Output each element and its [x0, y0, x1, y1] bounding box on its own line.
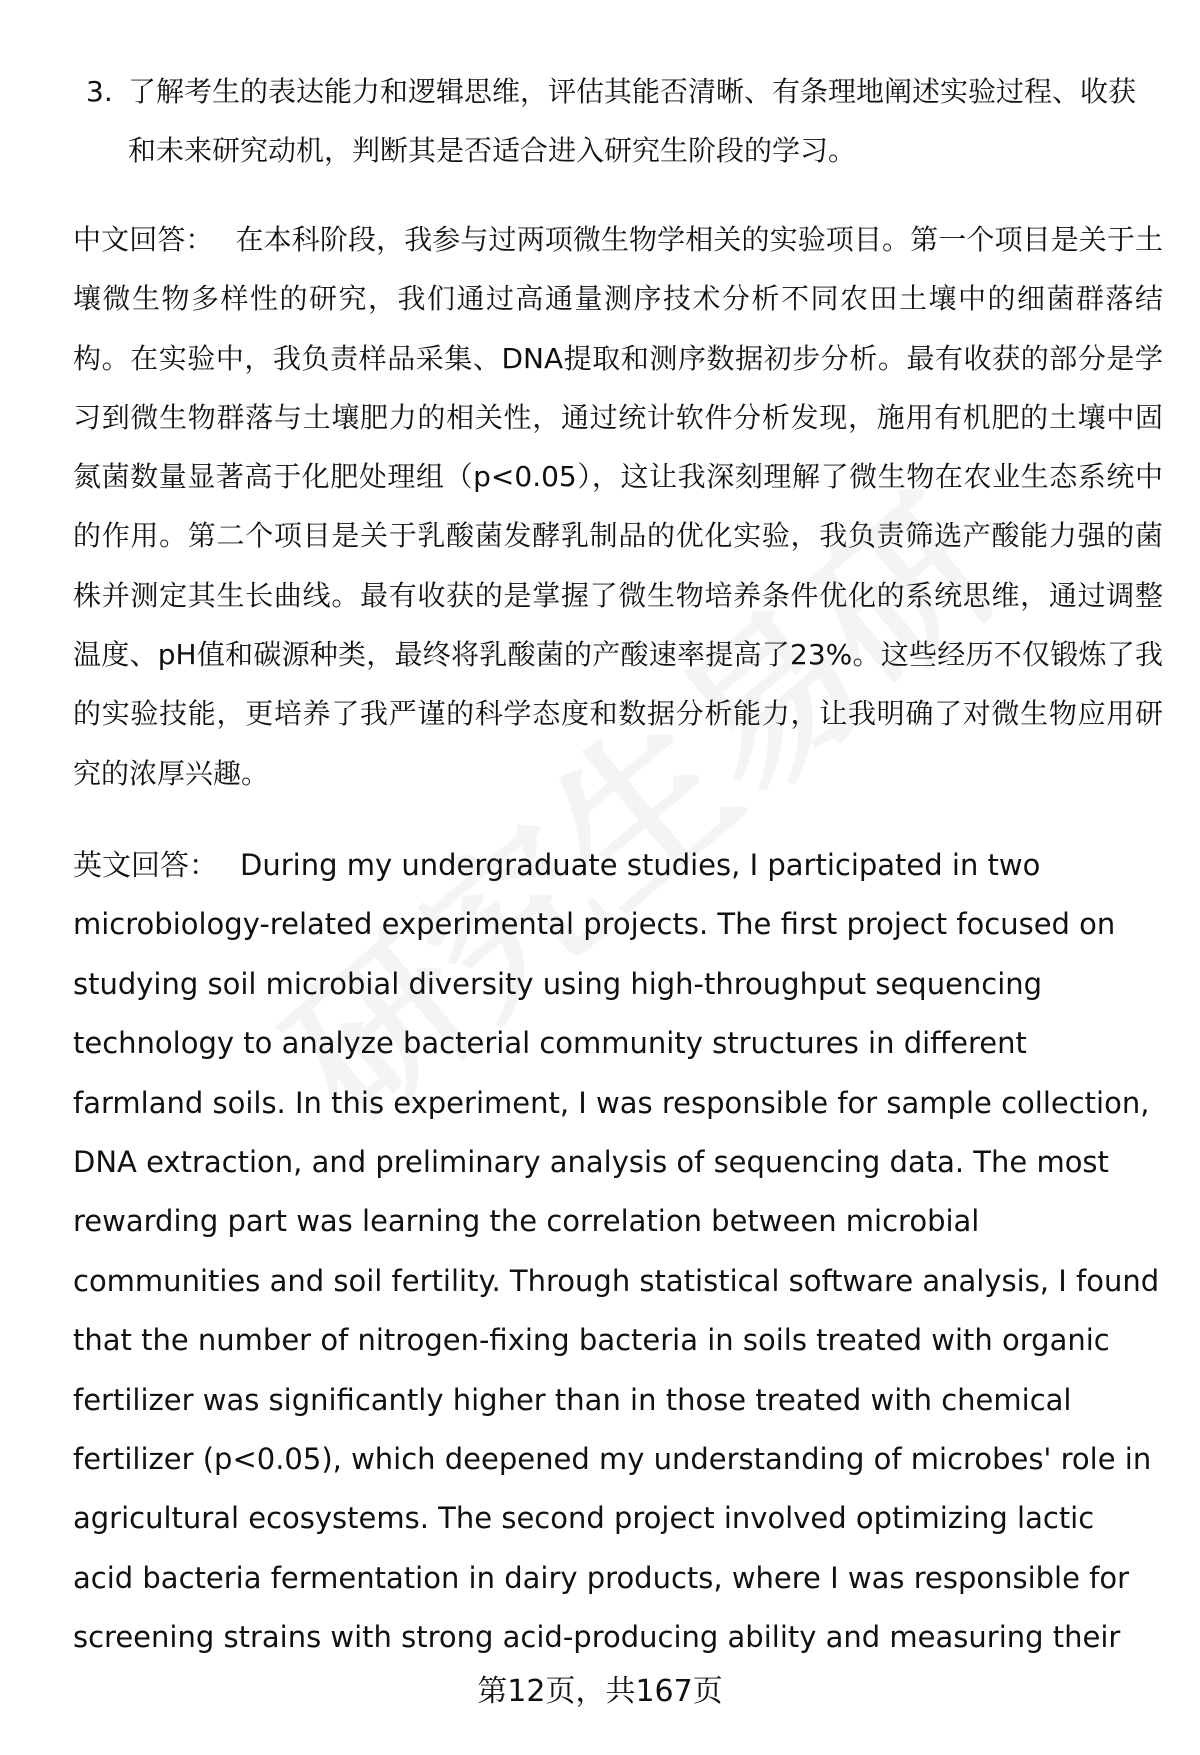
english-answer-label: 英文回答： [73, 848, 219, 882]
page-footer [0, 1672, 1200, 1712]
english-answer-paragraph [73, 836, 1163, 1668]
english-answer-text: During my undergraduate studies, I participated in two microbiology-related experimental projects. The first project focused on studying soil microbial diversity using high-throughput sequencing technology to analyze bacterial community structures in different farmland soils. In this experiment, I was responsible for sample collection, DNA extraction, and preliminary analysis of sequencing data. The most rewarding part was learning the correlation between microbial communities and soil fertility. Through statistical software analysis, I found that the number of nitrogen-fixing bacteria in soils treated with organic fertilizer was significantly higher than in those treated with chemical fertilizer (p<0.05), which deepened my understanding of microbes' role in agricultural ecosystems. The second project involved optimizing lactic acid bacteria fermentation in dairy products, where I was responsible for screening strains with strong acid-producing ability and measuring their [73, 848, 1160, 1655]
list-item-number: 3. [86, 75, 113, 108]
list-item-text: 了解考生的表达能力和逻辑思维，评估其能否清晰、有条理地阐述实验过程、收获和未来研究动机，判断其是否适合进入研究生阶段的学习。 [128, 75, 1137, 167]
chinese-answer-paragraph [73, 210, 1163, 803]
page-number: 第12页，共167页 [477, 1674, 723, 1709]
list-item-3 [86, 62, 1136, 180]
chinese-answer-label: 中文回答： [73, 223, 214, 256]
chinese-answer-text: 在本科阶段，我参与过两项微生物学相关的实验项目。第一个项目是关于土壤微生物多样性的研究，我们通过高通量测序技术分析不同农田土壤中的细菌群落结构。在实验中，我负责样品采集、DNA提取和测序数据初步分析。最有收获的部分是学习到微生物群落与土壤肥力的相关性，通过统计软件分析发现，施用有机肥的土壤中固氮菌数量显著高于化肥处理组（p<0.05），这让我深刻理解了微生物在农业生态系统中的作用。第二个项目是关于乳酸菌发酵乳制品的优化实验，我负责筛选产酸能力强的菌株并测定其生长曲线。最有收获的是掌握了微生物培养条件优化的系统思维，通过调整温度、pH值和碳源种类，最终将乳酸菌的产酸速率提高了23%。这些经历不仅锻炼了我的实验技能，更培养了我严谨的科学态度和数据分析能力，让我明确了对微生物应用研究的浓厚兴趣。 [73, 223, 1163, 790]
